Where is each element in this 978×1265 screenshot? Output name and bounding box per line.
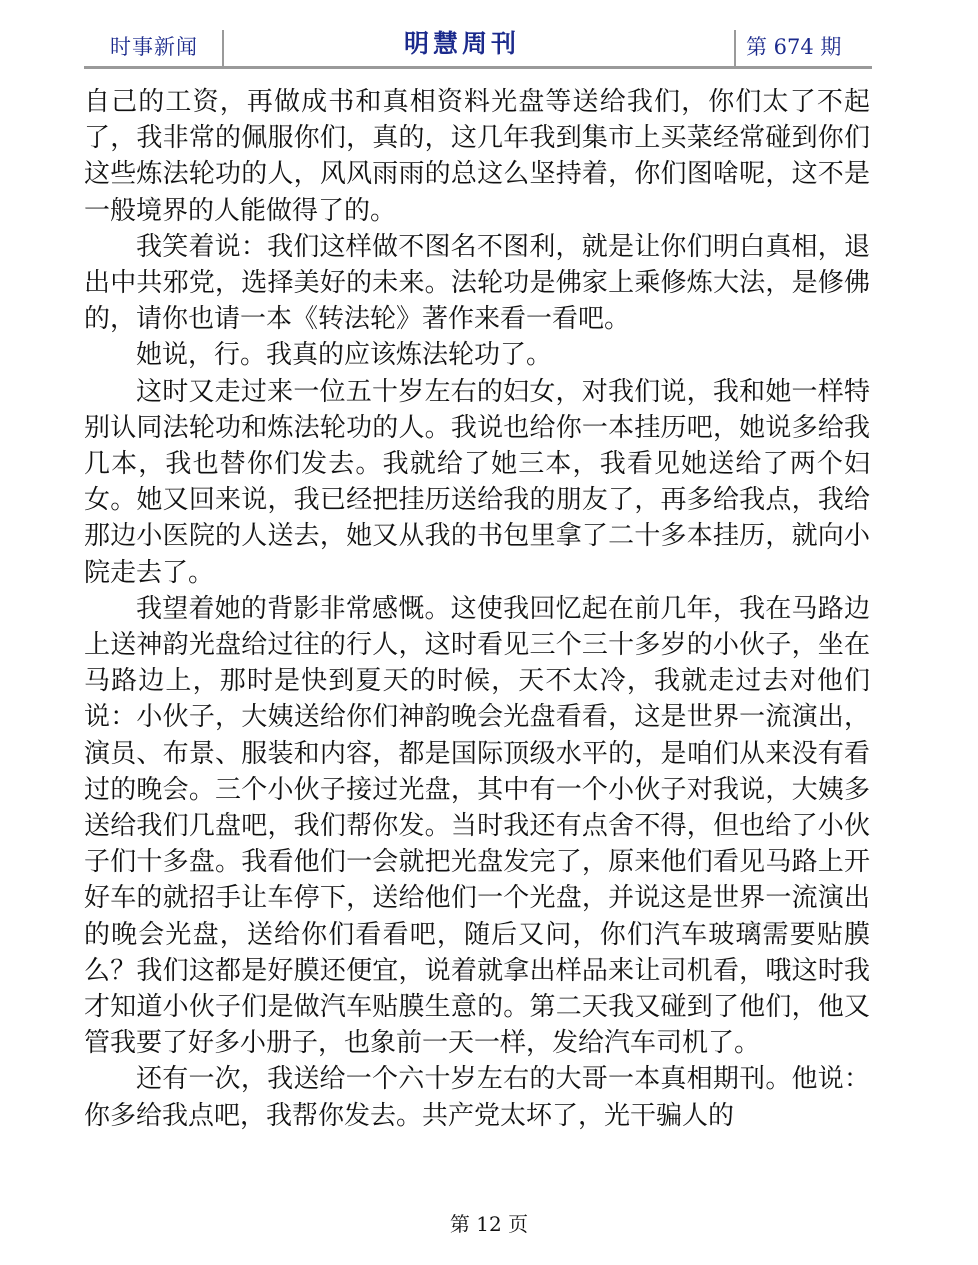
issue-label: 第 674 期: [746, 35, 842, 59]
article-body: [84, 84, 870, 1134]
paragraph-continuation: 自己的工资，再做成书和真相资料光盘等送给我们，你们太了不起了，我非常的佩服你们，真的，这几年我到集市上买菜经常碰到你们这些炼法轮功的人，风风雨雨的总这么坚持着，你们图啥呢，这不是一般境界的人能做得了的。: [84, 87, 870, 226]
paragraph: 这时又走过来一位五十岁左右的妇女，对我们说，我和她一样特别认同法轮功和炼法轮功的人。我说也给你一本挂历吧，她说多给我几本，我也替你们发去。我就给了她三本，我看见她送给了两个妇女。她又回来说，我已经把挂历送给我的朋友了，再多给我点，我给那边小医院的人送去，她又从我的书包里拿了二十多本挂历，就向小院走去了。: [84, 376, 870, 588]
paragraph: 我望着她的背影非常感慨。这使我回忆起在前几年，我在马路边上送神韵光盘给过往的行人，这时看见三个三十多岁的小伙子，坐在马路边上，那时是快到夏天的时候，天不太冷，我就走过去对他们说：小伙子，大姨送给你们神韵晚会光盘看看，这是世界一流演出，演员、布景、服装和内容，都是国际顶级水平的，是咱们从来没有看过的晚会。三个小伙子接过光盘，其中有一个小伙子对我说，大姨多送给我们几盘吧，我们帮你发。当时我还有点舍不得，但也给了小伙子们十多盘。我看他们一会就把光盘发完了，原来他们看见马路上开好车的就招手让车停下，送给他们一个光盘，并说这是世界一流演出的晚会光盘，送给你们看看吧，随后又问，你们汽车玻璃需要贴膜么？我们这都是好膜还便宜，说着就拿出样品来让司机看，哦这时我才知道小伙子们是做汽车贴膜生意的。第二天我又碰到了他们，他又管我要了好多小册子，也象前一天一样，发给汽车司机了。: [84, 593, 870, 1059]
header-rule: [84, 66, 872, 69]
page-number: 第 12 页: [449, 1212, 529, 1236]
section-label: 时事新闻: [110, 35, 198, 59]
page-header: [84, 22, 872, 66]
publication-title: 明慧周刊: [404, 29, 521, 58]
header-divider-left: [222, 30, 224, 66]
header-divider-right: [734, 30, 736, 66]
paragraph: 她说，行。我真的应该炼法轮功了。: [136, 340, 553, 371]
paragraph: 我笑着说：我们这样做不图名不图利，就是让你们明白真相，退出中共邪党，选择美好的未来。法轮功是佛家上乘修炼大法，是修佛的，请你也请一本《转法轮》著作来看一看吧。: [84, 231, 870, 335]
paragraph: 还有一次，我送给一个六十岁左右的大哥一本真相期刊。他说：你多给我点吧，我帮你发去。共产党太坏了，光干骗人的: [84, 1064, 870, 1131]
